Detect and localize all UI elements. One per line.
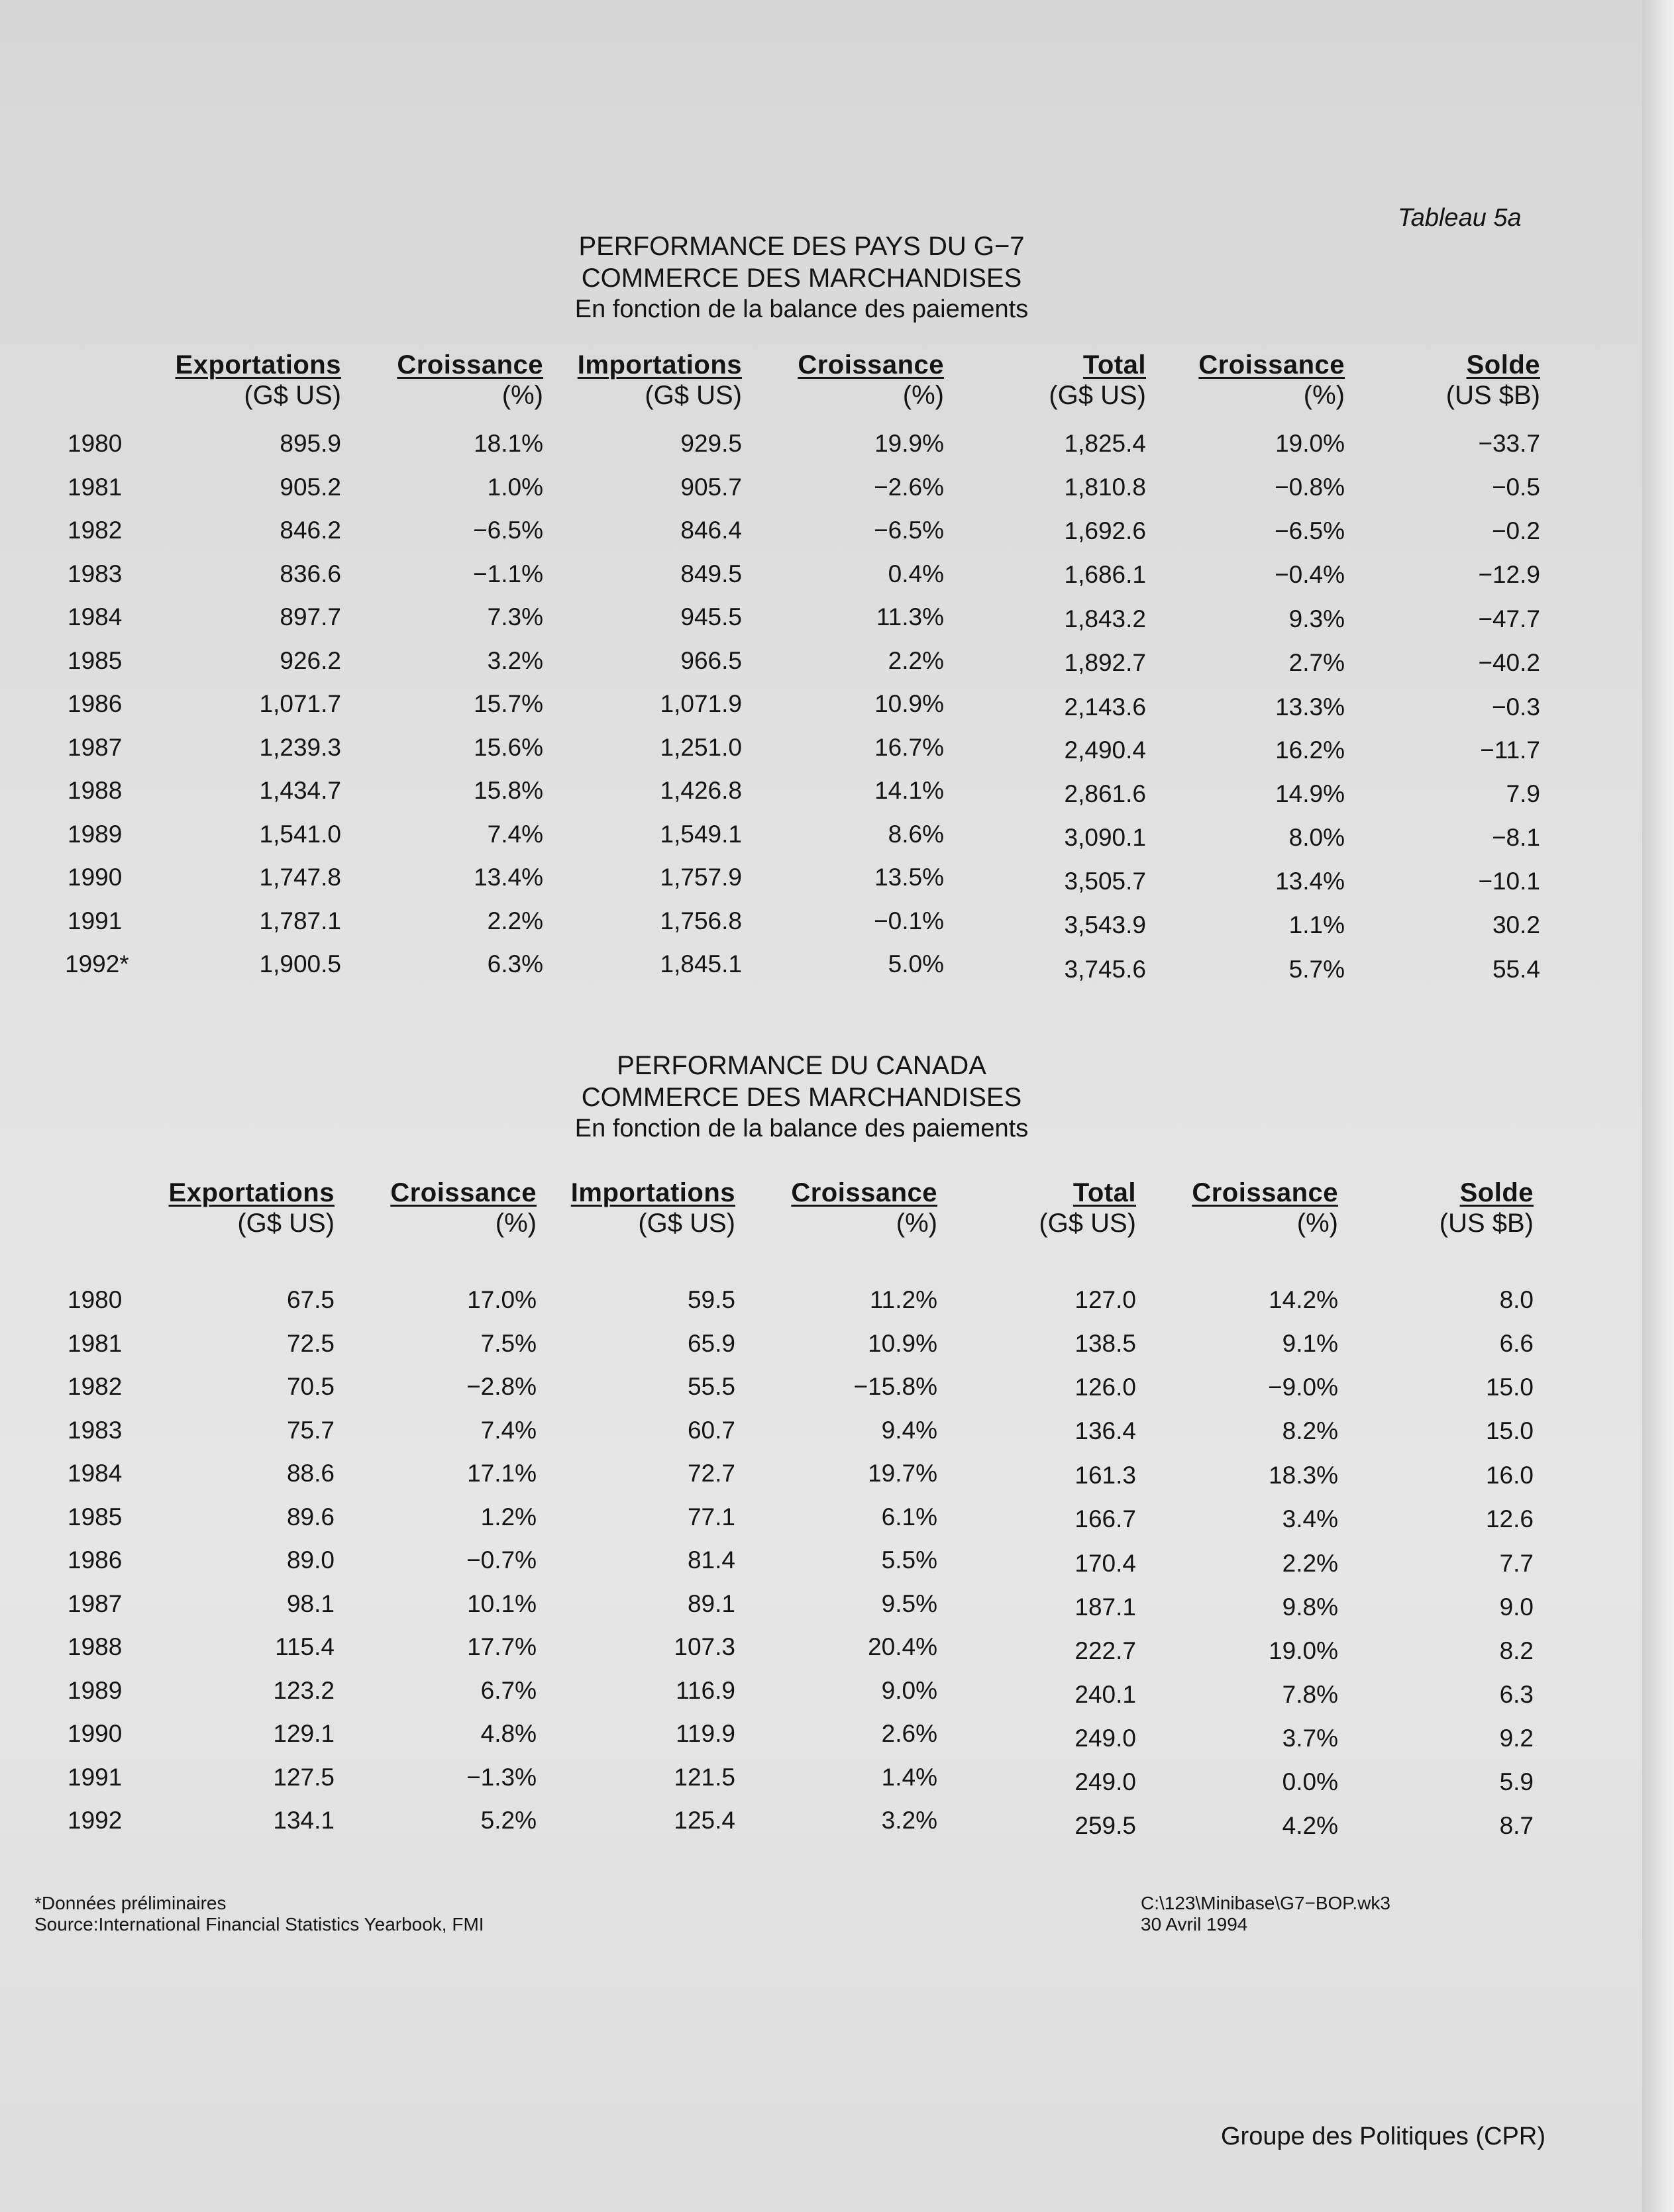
cell-tot: 2,861.6 (1064, 780, 1146, 808)
cell-cr2: 9.5% (881, 1589, 937, 1617)
canada-header-total-unit: (G$ US) (1039, 1209, 1136, 1238)
cell-cr2: 5.0% (888, 950, 944, 978)
cell-sol: 6.3 (1499, 1680, 1534, 1708)
cell-imp: 125.4 (674, 1807, 735, 1834)
preliminary-note: *Données préliminaires (34, 1893, 227, 1913)
footnotes (34, 1893, 484, 1935)
g7-header-growth-imports-label: Croissance (798, 350, 944, 379)
canada-title-line2: COMMERCE DES MARCHANDISES (581, 1083, 1022, 1112)
g7-header-balance (1378, 350, 1540, 411)
canada-subtitle: En fonction de la balance des paiements (574, 1115, 1029, 1142)
g7-header-growth-total-label: Croissance (1198, 350, 1345, 379)
cell-cr2: 2.2% (888, 646, 944, 674)
g7-header-growth-total (1166, 350, 1345, 411)
cell-cr1: 2.2% (487, 907, 543, 934)
cell-cr3: 7.8% (1282, 1680, 1338, 1708)
cell-tot: 1,825.4 (1064, 430, 1146, 457)
table-row (0, 601, 1603, 634)
cell-cr2: 8.6% (888, 820, 944, 848)
cell-imp: 121.5 (674, 1763, 735, 1791)
cell-cr1: 1.2% (480, 1503, 537, 1531)
cell-exp: 1,239.3 (259, 733, 341, 761)
cell-sol: 7.9 (1506, 780, 1540, 808)
table-row (0, 558, 1603, 591)
file-reference (1141, 1893, 1390, 1935)
cell-tot: 3,745.6 (1064, 955, 1146, 983)
g7-title-block (0, 230, 1603, 325)
row-year: 1986 (68, 1546, 123, 1574)
canada-title-line1: PERFORMANCE DU CANADA (617, 1051, 986, 1080)
cell-cr1: 13.4% (474, 864, 543, 891)
cell-cr2: 14.1% (874, 777, 944, 804)
cell-cr1: 15.7% (474, 690, 543, 717)
row-year: 1988 (68, 1633, 123, 1660)
cell-imp: 905.7 (680, 473, 742, 501)
cell-cr3: 2.7% (1288, 649, 1345, 677)
cell-cr3: 19.0% (1269, 1636, 1338, 1664)
cell-cr3: 4.2% (1282, 1812, 1338, 1840)
row-year: 1985 (68, 646, 123, 674)
cell-cr2: 3.2% (881, 1807, 937, 1834)
cell-cr2: −2.6% (874, 473, 944, 501)
cell-imp: 849.5 (680, 560, 742, 587)
row-year: 1992* (65, 950, 129, 978)
cell-tot: 259.5 (1074, 1812, 1136, 1840)
row-year: 1982 (68, 1373, 123, 1400)
cell-cr1: 18.1% (474, 430, 543, 457)
cell-exp: 905.2 (280, 473, 341, 501)
cell-imp: 1,251.0 (660, 733, 742, 761)
cell-cr1: 7.3% (487, 603, 543, 630)
cell-cr2: 19.9% (874, 430, 944, 457)
cell-cr2: 10.9% (874, 690, 944, 717)
table-row (0, 1587, 1603, 1621)
table-row (0, 1414, 1603, 1447)
table-row (0, 1327, 1603, 1360)
cell-cr1: 1.0% (487, 473, 543, 501)
cell-tot: 166.7 (1074, 1505, 1136, 1533)
canada-header-importations-unit: (G$ US) (638, 1209, 735, 1238)
cell-cr1: −2.8% (466, 1373, 537, 1400)
row-year: 1989 (68, 1676, 123, 1704)
g7-header-importations (550, 350, 742, 411)
cell-exp: 129.1 (273, 1720, 335, 1747)
cell-sol: 55.4 (1492, 955, 1540, 983)
cell-exp: 1,787.1 (259, 907, 341, 934)
cell-exp: 127.5 (273, 1763, 335, 1791)
table-row (0, 1717, 1603, 1750)
cell-imp: 1,426.8 (660, 777, 742, 804)
cell-cr3: 16.2% (1275, 736, 1345, 764)
table-row (0, 948, 1603, 981)
cell-exp: 89.6 (286, 1503, 335, 1531)
cell-exp: 1,071.7 (259, 690, 341, 717)
cell-imp: 77.1 (687, 1503, 735, 1531)
canada-header-growth-total-label: Croissance (1192, 1178, 1338, 1207)
cell-tot: 249.0 (1074, 1768, 1136, 1795)
file-date: 30 Avril 1994 (1141, 1914, 1248, 1935)
canada-header-total-label: Total (1072, 1178, 1136, 1207)
cell-cr2: 5.5% (881, 1546, 937, 1574)
cell-cr3: 3.4% (1282, 1505, 1338, 1533)
cell-cr3: 9.3% (1288, 605, 1345, 632)
row-year: 1980 (68, 1286, 123, 1313)
cell-exp: 1,900.5 (259, 950, 341, 978)
cell-sol: −0.5 (1491, 473, 1540, 501)
cell-tot: 136.4 (1074, 1417, 1136, 1445)
cell-cr3: 13.4% (1275, 868, 1345, 895)
cell-imp: 1,756.8 (660, 907, 742, 934)
canada-header-exportations (106, 1178, 335, 1238)
cell-cr3: 9.1% (1282, 1329, 1338, 1357)
canada-header-balance (1371, 1178, 1534, 1238)
cell-tot: 126.0 (1074, 1373, 1136, 1401)
cell-sol: 12.6 (1485, 1505, 1534, 1533)
cell-imp: 1,549.1 (660, 820, 742, 848)
cell-cr3: −0.8% (1275, 473, 1345, 501)
table-row (0, 1457, 1603, 1490)
cell-tot: 3,090.1 (1064, 824, 1146, 852)
cell-cr1: −0.7% (466, 1546, 537, 1574)
cell-tot: 3,505.7 (1064, 868, 1146, 895)
cell-tot: 3,543.9 (1064, 911, 1146, 939)
canada-header-total (987, 1178, 1136, 1238)
cell-exp: 846.2 (280, 517, 341, 544)
cell-cr1: 5.2% (480, 1807, 537, 1834)
row-year: 1990 (68, 864, 123, 891)
cell-tot: 240.1 (1074, 1680, 1136, 1708)
cell-cr3: 13.3% (1275, 693, 1345, 721)
cell-cr1: 7.4% (480, 1416, 537, 1444)
row-year: 1984 (68, 603, 123, 630)
cell-imp: 116.9 (676, 1676, 735, 1704)
cell-imp: 107.3 (674, 1633, 735, 1660)
cell-tot: 187.1 (1074, 1593, 1136, 1621)
table-row (0, 1761, 1603, 1794)
cell-sol: 15.0 (1485, 1373, 1534, 1401)
table-row (0, 1283, 1603, 1317)
canada-header-growth-imports-label: Croissance (791, 1178, 937, 1207)
g7-header-total-unit: (G$ US) (1049, 381, 1146, 410)
cell-imp: 59.5 (687, 1286, 735, 1313)
file-path: C:\123\Minibase\G7−BOP.wk3 (1141, 1893, 1390, 1913)
cell-cr1: −1.1% (473, 560, 543, 587)
row-year: 1992 (68, 1807, 123, 1834)
cell-exp: 897.7 (280, 603, 341, 630)
cell-cr2: 10.9% (868, 1329, 937, 1357)
canada-header-growth-total-unit: (%) (1296, 1209, 1338, 1238)
g7-header-growth-imports (755, 350, 944, 411)
table-row (0, 774, 1603, 807)
table-row (0, 644, 1603, 678)
cell-imp: 65.9 (687, 1329, 735, 1357)
canada-title-block (0, 1050, 1603, 1144)
cell-sol: 5.9 (1499, 1768, 1534, 1795)
cell-imp: 81.4 (687, 1546, 735, 1574)
cell-imp: 55.5 (687, 1373, 735, 1400)
table-row (0, 471, 1603, 504)
cell-sol: 9.0 (1499, 1593, 1534, 1621)
cell-sol: −12.9 (1478, 561, 1540, 589)
g7-title-line2: COMMERCE DES MARCHANDISES (581, 264, 1022, 293)
cell-sol: −33.7 (1478, 430, 1540, 457)
cell-imp: 945.5 (680, 603, 742, 630)
cell-sol: −8.1 (1491, 824, 1540, 852)
page-edge-shadow (1642, 0, 1674, 2212)
g7-subtitle: En fonction de la balance des paiements (574, 295, 1029, 323)
cell-sol: 30.2 (1492, 911, 1540, 939)
table-row (0, 1804, 1603, 1840)
row-year: 1990 (68, 1720, 123, 1747)
cell-cr3: 3.7% (1282, 1724, 1338, 1752)
cell-cr3: 8.2% (1282, 1417, 1338, 1445)
g7-header-total-label: Total (1082, 350, 1146, 379)
g7-header-importations-label: Importations (577, 350, 742, 379)
cell-cr3: 9.8% (1282, 1593, 1338, 1621)
table-row (0, 1631, 1603, 1664)
row-year: 1991 (68, 1763, 123, 1791)
cell-tot: 1,692.6 (1064, 517, 1146, 544)
table-row (0, 427, 1603, 460)
table-row (0, 1370, 1603, 1403)
cell-imp: 1,071.9 (660, 690, 742, 717)
cell-cr1: 7.5% (480, 1329, 537, 1357)
g7-header-balance-label: Solde (1466, 350, 1540, 379)
cell-exp: 1,747.8 (259, 864, 341, 891)
cell-cr1: 3.2% (487, 646, 543, 674)
cell-cr3: 8.0% (1288, 824, 1345, 852)
cell-exp: 67.5 (286, 1286, 335, 1313)
cell-cr3: 14.2% (1269, 1286, 1338, 1313)
table-row (0, 818, 1603, 851)
cell-cr2: 9.4% (881, 1416, 937, 1444)
cell-imp: 72.7 (687, 1460, 735, 1487)
cell-cr3: 14.9% (1275, 780, 1345, 808)
cell-cr1: 4.8% (480, 1720, 537, 1747)
cell-exp: 1,434.7 (259, 777, 341, 804)
row-year: 1982 (68, 517, 123, 544)
cell-exp: 75.7 (286, 1416, 335, 1444)
cell-cr3: −9.0% (1268, 1373, 1338, 1401)
row-year: 1987 (68, 1589, 123, 1617)
cell-imp: 89.1 (687, 1589, 735, 1617)
cell-cr1: 15.6% (474, 733, 543, 761)
cell-sol: 15.0 (1485, 1417, 1534, 1445)
source-note: Source:International Financial Statistics Yearbook, FMI (34, 1914, 484, 1935)
canada-header-growth-exports-unit: (%) (495, 1209, 537, 1238)
cell-cr2: 0.4% (888, 560, 944, 587)
cell-sol: 16.0 (1485, 1461, 1534, 1489)
cell-cr1: 6.3% (487, 950, 543, 978)
cell-cr2: 11.2% (869, 1286, 937, 1313)
cell-cr2: −0.1% (874, 907, 944, 934)
cell-cr2: 19.7% (868, 1460, 937, 1487)
canada-header-exportations-label: Exportations (168, 1178, 335, 1207)
page-footer: Groupe des Politiques (CPR) (1221, 2123, 1545, 2150)
cell-cr1: 7.4% (487, 820, 543, 848)
cell-exp: 115.4 (275, 1633, 335, 1660)
g7-header-exportations-label: Exportations (175, 350, 341, 379)
cell-exp: 98.1 (286, 1589, 335, 1617)
row-year: 1983 (68, 1416, 123, 1444)
canada-header-growth-exports (364, 1178, 537, 1238)
cell-tot: 1,843.2 (1064, 605, 1146, 632)
cell-exp: 926.2 (280, 646, 341, 674)
table-row (0, 1501, 1603, 1534)
canada-header-balance-unit: (US $B) (1439, 1209, 1534, 1238)
cell-cr2: 2.6% (881, 1720, 937, 1747)
cell-exp: 134.1 (273, 1807, 335, 1834)
cell-cr1: −6.5% (473, 517, 543, 544)
table-number: Tableau 5a (1398, 204, 1522, 232)
row-year: 1986 (68, 690, 123, 717)
cell-imp: 60.7 (687, 1416, 735, 1444)
canada-header-growth-exports-label: Croissance (390, 1178, 537, 1207)
cell-cr3: 5.7% (1288, 955, 1345, 983)
cell-cr3: 2.2% (1282, 1549, 1338, 1577)
cell-cr3: −6.5% (1275, 517, 1345, 544)
cell-cr2: 6.1% (881, 1503, 937, 1531)
cell-sol: −0.3 (1491, 693, 1540, 721)
row-year: 1985 (68, 1503, 123, 1531)
cell-imp: 1,757.9 (660, 864, 742, 891)
cell-cr3: 19.0% (1275, 430, 1345, 457)
cell-sol: −0.2 (1491, 517, 1540, 544)
cell-cr1: 10.1% (467, 1589, 537, 1617)
canada-header-importations (543, 1178, 735, 1238)
g7-title-line1: PERFORMANCE DES PAYS DU G−7 (578, 232, 1025, 261)
cell-cr2: 11.3% (876, 603, 944, 630)
cell-sol: −11.7 (1480, 736, 1540, 764)
table-row (0, 861, 1603, 894)
cell-exp: 123.2 (273, 1676, 335, 1704)
row-year: 1989 (68, 820, 123, 848)
cell-exp: 70.5 (286, 1373, 335, 1400)
cell-cr3: 18.3% (1269, 1461, 1338, 1489)
cell-cr3: −0.4% (1275, 561, 1345, 589)
cell-exp: 895.9 (280, 430, 341, 457)
canada-header-growth-imports (755, 1178, 937, 1238)
cell-tot: 1,686.1 (1064, 561, 1146, 589)
cell-tot: 2,143.6 (1064, 693, 1146, 721)
cell-cr2: 13.5% (874, 864, 944, 891)
cell-imp: 119.9 (676, 1720, 735, 1747)
cell-cr2: −15.8% (853, 1373, 937, 1400)
table-row (0, 1674, 1603, 1707)
row-year: 1981 (68, 1329, 123, 1357)
cell-imp: 929.5 (680, 430, 742, 457)
cell-sol: 8.7 (1499, 1812, 1534, 1840)
cell-sol: −47.7 (1478, 605, 1540, 632)
g7-header-total (994, 350, 1146, 411)
cell-sol: 7.7 (1499, 1549, 1534, 1577)
cell-tot: 138.5 (1074, 1329, 1136, 1357)
g7-header-exportations-unit: (G$ US) (244, 381, 341, 410)
table-row (0, 514, 1603, 547)
cell-sol: −40.2 (1478, 649, 1540, 677)
cell-tot: 161.3 (1074, 1461, 1136, 1489)
row-year: 1983 (68, 560, 123, 587)
row-year: 1987 (68, 733, 123, 761)
g7-header-growth-exports-label: Croissance (397, 350, 543, 379)
cell-cr3: 1.1% (1288, 911, 1345, 939)
table-row (0, 687, 1603, 721)
g7-header-growth-exports-unit: (%) (501, 381, 543, 410)
cell-cr2: 1.4% (881, 1763, 937, 1791)
cell-cr1: 6.7% (480, 1676, 537, 1704)
cell-sol: 9.2 (1499, 1724, 1534, 1752)
row-year: 1988 (68, 777, 123, 804)
g7-header-importations-unit: (G$ US) (645, 381, 742, 410)
cell-cr3: 0.0% (1282, 1768, 1338, 1795)
cell-tot: 1,892.7 (1064, 649, 1146, 677)
table-row (0, 731, 1603, 764)
row-year: 1981 (68, 473, 123, 501)
cell-imp: 846.4 (680, 517, 742, 544)
cell-exp: 836.6 (280, 560, 341, 587)
row-year: 1991 (68, 907, 123, 934)
cell-sol: 8.2 (1499, 1636, 1534, 1664)
cell-tot: 127.0 (1074, 1286, 1136, 1313)
cell-exp: 72.5 (286, 1329, 335, 1357)
cell-exp: 1,541.0 (259, 820, 341, 848)
cell-tot: 249.0 (1074, 1724, 1136, 1752)
row-year: 1980 (68, 430, 123, 457)
cell-tot: 170.4 (1074, 1549, 1136, 1577)
cell-cr2: 20.4% (868, 1633, 937, 1660)
cell-sol: 8.0 (1499, 1286, 1534, 1313)
canada-header-balance-label: Solde (1459, 1178, 1534, 1207)
cell-tot: 2,490.4 (1064, 736, 1146, 764)
cell-cr1: 17.1% (467, 1460, 537, 1487)
cell-sol: 6.6 (1499, 1329, 1534, 1357)
row-year: 1984 (68, 1460, 123, 1487)
canada-header-growth-imports-unit: (%) (896, 1209, 937, 1238)
g7-header-growth-exports (371, 350, 543, 411)
cell-imp: 1,845.1 (660, 950, 742, 978)
cell-cr1: 17.7% (467, 1633, 537, 1660)
canada-header-growth-total (1159, 1178, 1338, 1238)
table-row (0, 1544, 1603, 1577)
g7-header-growth-total-unit: (%) (1303, 381, 1345, 410)
cell-exp: 89.0 (286, 1546, 335, 1574)
table-row (0, 905, 1603, 938)
cell-exp: 88.6 (286, 1460, 335, 1487)
cell-cr1: 17.0% (467, 1286, 537, 1313)
cell-tot: 222.7 (1074, 1636, 1136, 1664)
cell-cr2: 9.0% (881, 1676, 937, 1704)
cell-sol: −10.1 (1478, 868, 1540, 895)
cell-cr1: −1.3% (466, 1763, 537, 1791)
canada-header-exportations-unit: (G$ US) (237, 1209, 335, 1238)
cell-cr2: −6.5% (874, 517, 944, 544)
g7-header-balance-unit: (US $B) (1445, 381, 1540, 410)
canada-header-importations-label: Importations (570, 1178, 735, 1207)
cell-imp: 966.5 (680, 646, 742, 674)
g7-header-growth-imports-unit: (%) (902, 381, 944, 410)
cell-tot: 1,810.8 (1064, 473, 1146, 501)
cell-cr1: 15.8% (474, 777, 543, 804)
cell-cr2: 16.7% (874, 733, 944, 761)
g7-header-exportations (106, 350, 341, 411)
